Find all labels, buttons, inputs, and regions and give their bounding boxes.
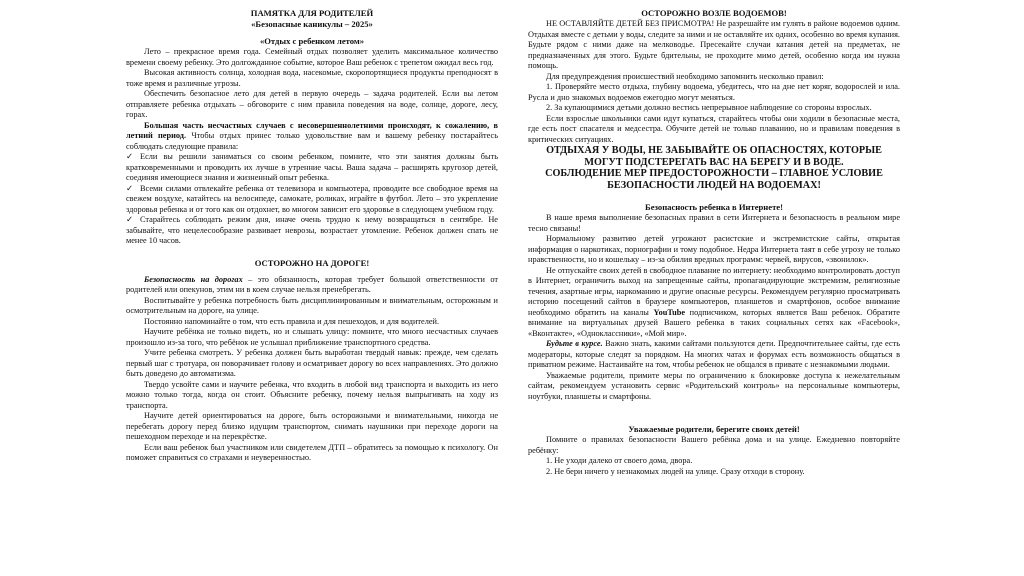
road-paragraph-5: Учите ребенка смотреть. У ребенка должен быть выработан твердый навык: прежде, чем сделать первый шаг с тротуара, он поворачивает голову и осматривает дорогу во всех направлениях. Это должно быть доведено до автоматизма. bbox=[126, 348, 498, 378]
right-column bbox=[528, 8, 900, 477]
road-paragraph-8: Если ваш ребенок был участником или свидетелем ДТП – обратитесь за помощью к психологу. Он поможет справиться со страхами и неуверенностью. bbox=[126, 442, 498, 462]
internet-paragraph-4: Будьте в курсе. Важно знать, какими сайтами пользуются дети. Предпочтительнее сайты, где есть модераторы, которые следят за порядком. На многих чатах и форумах есть возможность общаться в приватном режиме. Настаивайте на том, чтобы ребенок не общался в привате с незнакомыми людьми. bbox=[528, 339, 900, 369]
youtube-mention: YouTube bbox=[653, 307, 686, 317]
road-heading: ОСТОРОЖНО НА ДОРОГЕ! bbox=[254, 257, 370, 268]
water-paragraph-3: Если взрослые школьники сами идут купаться, старайтесь чтобы они ходили в безопасные места, где есть пост спасателя и медсестра. Обучите детей не только плаванию, но и правилам поведения в критических ситуациях. bbox=[528, 113, 900, 144]
document-subtitle: «Безопасные каникулы – 2025» bbox=[251, 19, 373, 29]
summer-paragraph-2: Высокая активность солнца, холодная вода, насекомые, скоропортящиеся продукты преподносят в тоже время и различные угрозы. bbox=[126, 68, 498, 88]
water-warning-1: ОТДЫХАЯ У ВОДЫ, НЕ ЗАБЫВАЙТЕ ОБ ОПАСНОСТЯХ, КОТОРЫЕ МОГУТ ПОДСТЕРЕГАТЬ ВАС НА БЕРЕГУ И В ВОДЕ. bbox=[546, 145, 882, 168]
road-paragraph-1: Безопасность на дорогах – это обязанность, которая требует большой ответственности от родителей или опекунов, этим ни в коем случае нельзя пренебрегать. bbox=[126, 274, 498, 294]
internet-paragraph-2: Нормальному развитию детей угрожают расистские и экстремистские сайты, открытая информация о наркотиках, порнографии и тому подобное. Недра Интернета таят в себе угрозу не только нравственности, но и кошельку – из-за обилия вредных программ: червей, вирусов, «звонилок». bbox=[528, 234, 900, 264]
document-title: ПАМЯТКА ДЛЯ РОДИТЕЛЕЙ bbox=[250, 8, 374, 18]
summer-heading: «Отдых с ребенком летом» bbox=[259, 36, 365, 46]
accidents-rules-intro: Чтобы отдых принес только удовольствие вам и вашему ребенку постарайтесь соблюдать следующие правила: bbox=[126, 131, 499, 151]
rule-bullet-3: ✓ Старайтесь соблюдать режим дня, иначе очень трудно к нему возвращаться в сентябре. Не забывайте, что нецелесообразие развивает неврозы, возрастает утомление. Ребенок должен спать не менее 10 часов. bbox=[126, 215, 498, 245]
water-rule-1: 1. Проверяйте место отдыха, глубину водоема, убедитесь, что на дне нет коряг, водорослей и ила. Русла и дно знакомых водоемов ежегодно могут меняться. bbox=[528, 82, 900, 102]
summer-paragraph-1: Лето – прекрасное время года. Семейный отдых позволяет уделить максимальное количество времени своему ребенку. Это долгожданное событие, которое Ваш ребенок с трепетом ожидал весь год. bbox=[126, 47, 498, 67]
summer-paragraph-4 bbox=[126, 121, 498, 153]
rule-bullet-1: ✓ Если вы решили заниматься со своим ребенком, помните, что эти занятия должны быть кратковременными и проводить их лучше в утренние часы. Ваша задача – расширять кругозор детей, соединяя имеющиеся знания и жизненный опыт ребенка. bbox=[126, 152, 498, 182]
water-warning-2: СОБЛЮДЕНИЕ МЕР ПРЕДОСТОРОЖНОСТИ – ГЛАВНОЕ УСЛОВИЕ БЕЗОПАСНОСТИ ЛЮДЕЙ НА ВОДОЕМАХ! bbox=[545, 168, 883, 191]
water-paragraph-1: НЕ ОСТАВЛЯЙТЕ ДЕТЕЙ БЕЗ ПРИСМОТРА! Не разрешайте им гулять в районе водоемов одним. Отдыхая вместе с детьми у воды, следите за ними и не оставляйте их одних, особенно во время купания. Будьте рядом с ними даже на мелководье. Пресекайте случаи катания детей на предметах, не предназначенных для этого. Будьте бдительны, не проходите мимо детей, особенно когда им нужна помощь. bbox=[528, 19, 900, 70]
care-rule-2: 2. Не бери ничего у незнакомых людей на улице. Сразу отходи в сторону. bbox=[546, 466, 805, 476]
summer-paragraph-3: Обеспечить безопасное лето для детей в первую очередь – задача родителей. Если вы летом отправляете ребенка отдыхать – обговорите с ним правила поведения на воде, солнце, дороге, лесу, горах. bbox=[126, 89, 498, 119]
care-paragraph-1: Помните о правилах безопасности Вашего ребёнка дома и на улице. Ежедневно повторяйте ребёнку: bbox=[528, 435, 900, 455]
road-paragraph-6: Твердо усвойте сами и научите ребенка, что входить в любой вид транспорта и выходить из него можно только тогда, когда он стоит. Объясните ребенку, почему нельзя выпрыгивать на ходу из транспорта. bbox=[126, 379, 498, 410]
internet-paragraph-5: Уважаемые родители, примите меры по ограничению к блокировке доступа к нежелательным сайтам, рекомендуем установить сервис «Родительский контроль» на персональные компьютеры, ноутбуки, планшеты и смартфоны. bbox=[528, 370, 900, 401]
check-icon: ✓ bbox=[126, 215, 133, 224]
internet-heading: Безопасность ребенка в Интернете! bbox=[645, 202, 783, 212]
road-paragraph-4: Научите ребёнка не только видеть, но и слышать улицу: помните, что много несчастных случаев произошло из-за того, что ребёнок не услышал приближение транспортного средства. bbox=[126, 327, 498, 347]
water-heading: ОСТОРОЖНО ВОЗЛЕ ВОДОЕМОВ! bbox=[641, 8, 787, 18]
water-rule-2: 2. За купающимися детьми должно вестись непрерывное наблюдение со стороны взрослых. bbox=[546, 103, 872, 112]
road-paragraph-3: Постоянно напоминайте о том, что есть правила и для пешеходов, и для водителей. bbox=[144, 316, 440, 326]
road-paragraph-2: Воспитывайте у ребенка потребность быть дисциплинированным и внимательным, осторожным и осмотрительным на дороге, на улице. bbox=[126, 295, 498, 315]
check-icon: ✓ bbox=[126, 152, 133, 161]
accidents-warning: Большая часть несчастных случаев с несовершеннолетними происходят, к сожалению, в летний период. bbox=[126, 120, 498, 140]
left-column bbox=[126, 8, 498, 464]
water-paragraph-2: Для предупреждения происшествий необходимо запомнить несколько правил: bbox=[546, 71, 824, 81]
rule-bullet-2: ✓ Всеми силами отвлекайте ребенка от телевизора и компьютера, проводите все свободное время на свежем воздухе, катайтесь на велосипеде, самокате, роликах, играйте в футбол. Лето – это укрепление здоровья ребенка и от того как он отдохнет, во многом зависит его здоровье в следующем учебном году. bbox=[126, 183, 498, 214]
internet-paragraph-3: Не отпускайте своих детей в свободное плавание по интернету: необходимо контролировать доступ в Интернет, ограничить выход на запрещенные сайты, пропагандирующие экстремизм, религиозные течения, азартные игры, наркоманию и другие опасные ресурсы. Рекомендуем регулярно просматривать историю посещений сайтов в браузере компьютеров, планшетов и смартфонов, особое внимание необходимо обратить на каналы YouTube подписчиком, которых является Ваш ребенок. Обратите внимание на виртуальных друзей Вашего ребенка в таких социальных сетях как «Facebook», «Вконтакте», «Одноклассники», «Мой мир». bbox=[528, 265, 900, 338]
care-heading: Уважаемые родители, берегите своих детей! bbox=[628, 424, 800, 434]
care-rule-1: 1. Не уходи далеко от своего дома, двора. bbox=[546, 456, 693, 465]
road-paragraph-7: Научите детей ориентироваться на дороге, быть осторожными и внимательными, никогда не перебегать дорогу перед близко идущим транспортом, снимать наушники при переходе дороги на пешеходном переходе и на перекрёстке. bbox=[126, 411, 498, 441]
check-icon: ✓ bbox=[126, 183, 133, 193]
internet-paragraph-1: В наше время выполнение безопасных правил в сети Интернета и безопасность в реальном мире тесно связаны! bbox=[528, 213, 900, 233]
